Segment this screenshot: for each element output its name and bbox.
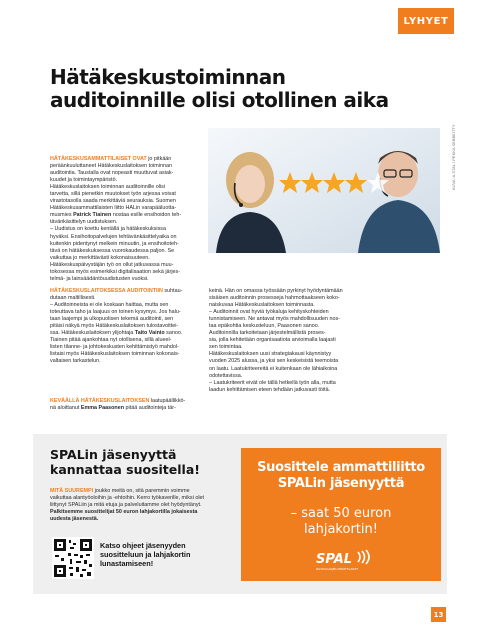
text-line bbox=[50, 234, 200, 241]
text-line bbox=[50, 495, 230, 502]
text-line bbox=[209, 373, 424, 380]
text-line bbox=[50, 288, 200, 295]
text-line bbox=[50, 269, 200, 276]
text-line bbox=[50, 330, 200, 337]
text-run: valtaisen tarkastelun. bbox=[50, 358, 101, 365]
text-line bbox=[50, 248, 200, 255]
promo-sub-line-1: – saat 50 euron bbox=[290, 506, 392, 521]
text-line bbox=[50, 351, 200, 358]
text-run: vaikuttaa jo merkittävästi kokonaisuuteen. bbox=[50, 254, 150, 261]
text-line bbox=[50, 337, 200, 344]
text-run: Hätäkeskuslaitoksen toiminnan auditoinnille olisi bbox=[50, 184, 166, 191]
text-line bbox=[50, 398, 200, 405]
promo-headline-line-2: SPALin jäsenyyttä bbox=[277, 476, 405, 491]
text-run: pitäisi näkyä myös Hätäkeskuslaitoksen tulostavoittei- bbox=[50, 323, 179, 330]
text-line bbox=[50, 184, 200, 191]
text-line bbox=[50, 163, 200, 170]
text-line bbox=[50, 191, 200, 198]
article-column-1-end bbox=[50, 398, 200, 412]
text-line bbox=[50, 177, 200, 184]
text-line bbox=[209, 366, 424, 373]
text-run: naiskuvaa Hätäkeskuslaitoksen toiminnasta. bbox=[209, 302, 315, 309]
text-line bbox=[50, 509, 230, 516]
spal-logo-tagline: PALVELUALOJEN AMMATTILAISET bbox=[316, 568, 358, 571]
text-line bbox=[209, 302, 424, 309]
text-run: tunnistamiseen. Ne antavat myös mahdollisuuden nos- bbox=[209, 316, 340, 323]
ad-body bbox=[50, 488, 230, 523]
text-run: musmies bbox=[50, 212, 74, 219]
text-run: auditointia. Taustalla ovat nopeasti muuttuvat asiak- bbox=[50, 170, 174, 177]
text-line bbox=[50, 255, 200, 262]
text-line bbox=[209, 344, 424, 351]
text-run: jo pitkään bbox=[146, 156, 172, 162]
text-line bbox=[209, 358, 424, 365]
text-run: sisäisen auditoinnin prosesseja hahmottaakseen koko- bbox=[209, 295, 340, 302]
qr-instructions bbox=[100, 541, 190, 568]
promo-subline bbox=[241, 506, 441, 538]
text-run: telmä- ja lainsäädäntöuudistusten vuoksi. bbox=[50, 275, 149, 282]
text-line bbox=[50, 502, 230, 509]
promo-headline bbox=[241, 460, 441, 492]
katso-line-1: Katso ohjeet jäsenyyden bbox=[100, 541, 186, 550]
text-run: – Auditoinneista ei ole koskaan haittaa, mutta sen bbox=[50, 302, 169, 309]
text-line bbox=[50, 344, 200, 351]
text-run: kuitenkin pidentynyt melkein minuutin, ja ensihoitoteh- bbox=[50, 240, 179, 247]
text-line bbox=[50, 316, 200, 323]
bold-run: Patrick Tiainen bbox=[73, 212, 112, 219]
text-line bbox=[209, 295, 424, 302]
text-line bbox=[209, 330, 424, 337]
text-run: sanoo. bbox=[164, 330, 183, 337]
text-run: ssa. Hätäkeskuslaitoksen ylijohtaja bbox=[50, 330, 135, 337]
text-run: taa epäkohtia keskusteluun, Paasonen sanoo. bbox=[209, 323, 320, 330]
lead-in: HÄTÄKESKUSAMMATTILAISET OVAT bbox=[50, 156, 147, 162]
text-line bbox=[50, 205, 200, 212]
text-run: suhtau- bbox=[162, 288, 183, 294]
text-run: tävä on hätäkeskuksessa vuorokaudessa paljon. Se bbox=[50, 247, 175, 254]
text-line bbox=[209, 323, 424, 330]
text-run: vuoden 2025 alussa, ja yksi sen keskeisistä teemoista bbox=[209, 358, 339, 365]
text-line bbox=[50, 405, 200, 412]
text-line bbox=[50, 198, 200, 205]
text-run: sia, jolla kehitetään organisaatiota arvioimalla laajasti bbox=[209, 337, 336, 344]
text-line bbox=[50, 226, 200, 233]
text-line bbox=[50, 170, 200, 177]
qr-code[interactable] bbox=[52, 537, 94, 579]
text-run: – Laatukriteerit eivät ole tällä hetkellä työn alla, mutta bbox=[209, 379, 336, 386]
text-line bbox=[50, 262, 200, 269]
text-run: vaikuttaa alantyöoloihin ja -ehtoihin. Kerro työkaverille, miksi olet bbox=[50, 495, 205, 502]
text-run: tävänkäsittelyn uudistuksen. bbox=[50, 219, 118, 226]
text-run: peräänkuuluttaneet Hätäkeskuslaitoksen toiminnan bbox=[50, 163, 172, 170]
text-run: – Auditoinnit ovat hyviä työkaluja kehityskohteiden bbox=[209, 309, 329, 316]
text-run: kuudet ja toimintaympäristö. bbox=[50, 177, 118, 184]
bold-run: uudesta jäsenestä. bbox=[50, 516, 99, 523]
text-line bbox=[209, 309, 424, 316]
lead-in: MITÄ SUUREMPI bbox=[50, 488, 94, 494]
text-run: tarvetta, sillä pienetkin muutokset työn arjessa voivat bbox=[50, 191, 176, 198]
text-run: liittynyt SPALiin ja mitä etuja ja palveluitamme olet hyödyntänyt. bbox=[50, 502, 202, 509]
text-run: Hätäkeskuspäivystäjän työ on ollut jatkuvassa muu- bbox=[50, 261, 174, 268]
text-run: toteuttava taho ja laajuus on toinen kysymys. Jos halu- bbox=[50, 309, 181, 316]
article-column-1-bottom bbox=[50, 288, 200, 366]
text-line bbox=[50, 219, 200, 226]
text-line bbox=[50, 156, 200, 163]
text-run: keinä. Hän on omassa työssään pyrkinyt hyödyntämään bbox=[209, 288, 343, 294]
katso-line-2: suositteluun ja lahjakortin bbox=[100, 550, 191, 559]
text-run: hyväksi. Ensihoitopalvelujen tehtävänkäsittelyaika on bbox=[50, 233, 177, 240]
photo-illustration bbox=[208, 128, 440, 253]
text-run: Hätäkeskusammattilaisten liitto HALin varapääluotta- bbox=[50, 205, 177, 212]
ad-title bbox=[50, 447, 200, 477]
text-run: Auditoinnilla tarkoitetaan järjestelmällistä proses- bbox=[209, 330, 326, 337]
text-run: virastotasolla saada merkittäviä seurauksia. Suomen bbox=[50, 198, 176, 205]
qr-code-icon bbox=[52, 537, 94, 579]
text-line bbox=[50, 212, 200, 219]
article-column-2 bbox=[209, 288, 424, 394]
text-line bbox=[209, 380, 424, 387]
article-photo bbox=[208, 128, 440, 253]
text-line bbox=[209, 288, 424, 295]
text-run: dutaan maltillisesti. bbox=[50, 295, 96, 302]
ad-title-line-2: kannattaa suositella! bbox=[50, 462, 200, 477]
text-line bbox=[50, 358, 200, 365]
page-number: 13 bbox=[431, 607, 446, 622]
promo-sub-line-2: lahjakortin! bbox=[304, 522, 378, 537]
bold-run: Emma Paasonen bbox=[80, 405, 125, 412]
spal-logo-text: SPAL bbox=[316, 552, 353, 567]
lead-in: HÄTÄKESKUSLAITOKSESSA AUDITOINTIIN bbox=[50, 288, 163, 294]
title-line-2: auditoinnille olisi otollinen aika bbox=[50, 88, 389, 112]
text-run: pitää auditointeja tär- bbox=[124, 405, 176, 412]
lead-in: KEVÄÄLLÄ HÄTÄKESKUSLAITOKSEN bbox=[50, 398, 150, 404]
text-run: Hätäkeskuslaitoksen uusi strategiakausi käynnistyy bbox=[209, 351, 332, 358]
bold-run: Taito Vainio bbox=[134, 330, 165, 337]
ad-title-line-1: SPALin jäsenyyttä bbox=[50, 447, 177, 462]
promo-headline-line-1: Suosittele ammattiliitto bbox=[257, 460, 425, 475]
text-run: sen toimintaa. bbox=[209, 344, 243, 351]
spal-logo bbox=[314, 548, 378, 572]
text-run: nostaa esille ensihoidon teh- bbox=[111, 212, 182, 219]
photo-credit: KUVA: A.STAL / PEKKA SEBBEITTY bbox=[451, 124, 456, 190]
text-run: on laatu. Laatukriteereitä ei kuitenkaan ole lähiaikoina bbox=[209, 365, 338, 372]
text-line bbox=[50, 295, 200, 302]
article-column-1-top bbox=[50, 156, 200, 283]
text-run: laatupäällikkö- bbox=[149, 398, 186, 404]
text-run: listen tilanne- ja johtokeskusten kehittämistyö mahdol- bbox=[50, 344, 179, 351]
text-line bbox=[209, 387, 424, 394]
spal-logo-icon bbox=[314, 548, 378, 572]
text-run: – Uudistus on koettu kentällä ja hätäkeskuksissa bbox=[50, 226, 166, 233]
text-line bbox=[50, 276, 200, 283]
katso-line-3: lunastamiseen! bbox=[100, 559, 154, 568]
bold-run: Palkitsemme suosittelijat 50 euron lahjakortilla jokaisesta bbox=[50, 509, 198, 516]
article-title bbox=[50, 65, 389, 112]
text-line bbox=[209, 316, 424, 323]
text-line bbox=[50, 323, 200, 330]
text-line bbox=[50, 516, 230, 523]
text-line bbox=[50, 302, 200, 309]
text-line bbox=[50, 309, 200, 316]
text-line bbox=[209, 337, 424, 344]
text-line bbox=[209, 351, 424, 358]
text-line bbox=[50, 241, 200, 248]
text-run: tokosessa myös esimerkiksi digitalisaation sekä järjes- bbox=[50, 268, 181, 275]
text-line bbox=[50, 488, 230, 495]
text-run: listaisi myös Hätäkeskuslaitoksen toiminnan kokonais- bbox=[50, 351, 180, 358]
section-tag: LYHYET bbox=[398, 8, 454, 34]
text-run: odotettavissa. bbox=[209, 372, 243, 379]
text-run: nä aloittanut bbox=[50, 405, 81, 412]
text-run: taan laajempi ja ulkopuolisen tekemä auditointi, sen bbox=[50, 316, 174, 323]
text-run: laadun kehittämisen eteen tehdään jatkuvasti töitä. bbox=[209, 386, 331, 393]
title-line-1: Hätäkeskustoiminnan bbox=[50, 65, 286, 89]
text-run: joukko meitä on, sitä paremmin voimme bbox=[93, 488, 190, 494]
text-run: Tiainen pitää ajankohtaa nyt otollisena, sillä alueel- bbox=[50, 337, 172, 344]
